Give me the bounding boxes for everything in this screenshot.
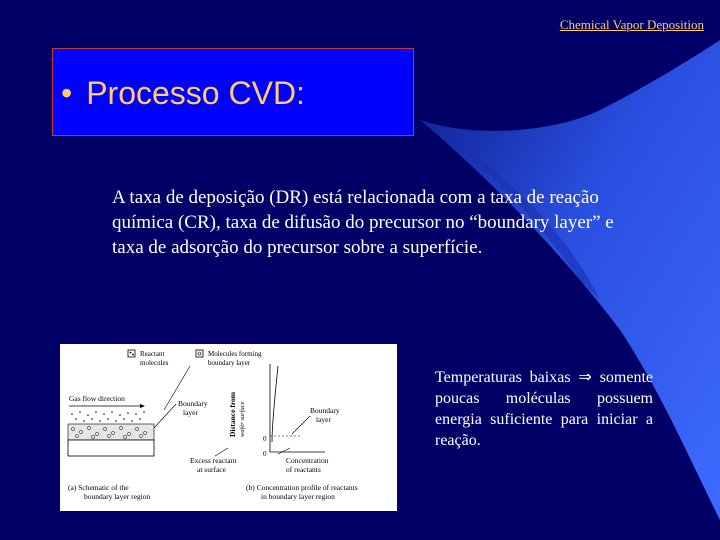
legend-reactant-2: molecules (140, 359, 169, 367)
zero-top: 0 (263, 435, 267, 443)
caption-b-2: in boundary layer region (261, 492, 335, 501)
excess-reactant-label-2: at surface (197, 465, 226, 474)
reactant-legend-swatch (128, 350, 135, 357)
caption-b: (b) Concentration profile of reactants (246, 483, 358, 492)
caption-a: (a) Schematic of the (68, 483, 129, 492)
side-note-line1: Temperaturas baixas (435, 369, 571, 386)
boundary-layer-diagram (60, 344, 397, 511)
axis-label-2: wafer surface (239, 401, 246, 437)
concentration-label: Concentration (286, 456, 329, 465)
boundary-label-b: Boundary (310, 406, 340, 415)
slide-title (61, 75, 305, 112)
title-box (52, 48, 414, 136)
zero-bottom: 0 (263, 450, 267, 458)
boundary-layer-figure (60, 344, 397, 511)
body-paragraph: A taxa de deposição (DR) está relacionada com a taxa de reação química (CR), taxa de difusão do precursor no “boundary layer” e taxa de adsorção do precursor sobre a superfície. (112, 187, 614, 258)
legend-reactant: Reactant (140, 350, 165, 358)
forming-legend-swatch (196, 350, 203, 357)
legend-forming-2: boundary layer (208, 359, 251, 367)
reactant-dots (71, 411, 145, 422)
side-note (435, 366, 653, 451)
title-bullet: • (61, 75, 73, 111)
header-link[interactable]: Chemical Vapor Deposition (559, 17, 704, 32)
boundary-label-a-2: layer (183, 408, 198, 417)
side-note-rest: somente poucas moléculas possuem energia suficiente para iniciar a reação. (435, 369, 654, 449)
axis-label: Distance from (228, 391, 237, 437)
wafer (68, 440, 154, 456)
concentration-label-2: of reactants (286, 465, 321, 474)
legend-forming: Molecules forming (208, 350, 262, 358)
implies-arrow-icon: ⇒ (578, 367, 592, 386)
title-label: Processo CVD: (86, 75, 305, 111)
boundary-label-a: Boundary (178, 399, 208, 408)
concentration-curve (272, 366, 278, 442)
excess-reactant-label: Excess reactant (190, 456, 237, 465)
boundary-label-b-2: layer (316, 415, 331, 424)
gas-flow-label: Gas flow direction (69, 394, 125, 403)
caption-a-2: boundary layer region (84, 492, 151, 501)
